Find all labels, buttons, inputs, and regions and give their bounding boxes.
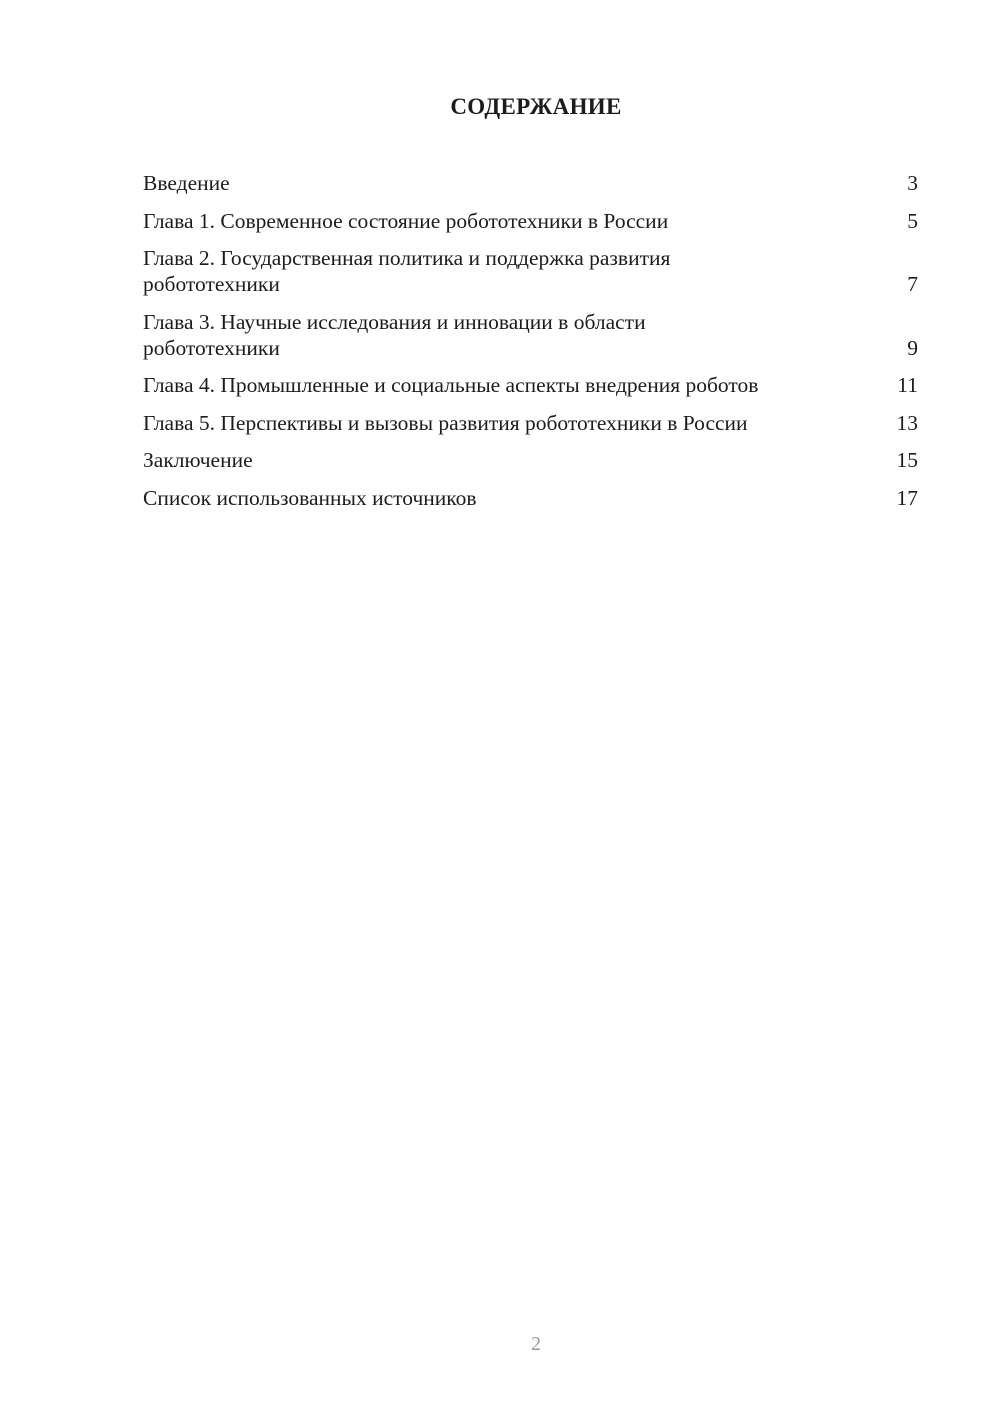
toc-entry-text: Глава 3. Научные исследования и инновации в области робототехники [143, 309, 646, 360]
toc-title: СОДЕРЖАНИЕ [450, 94, 622, 119]
toc-entry-page: 17 [896, 485, 918, 510]
toc-entry-text: Заключение [143, 448, 253, 472]
toc-entry-page: 11 [897, 373, 918, 397]
toc-entry-page: 13 [896, 410, 918, 435]
toc-entry-text: Глава 5. Перспективы и вызовы развития робототехники в России [143, 410, 748, 435]
toc-entry-text: Глава 2. Государственная политика и поддержка развития робототехники [143, 246, 671, 296]
page-number: 2 [531, 1333, 541, 1355]
toc-entry-chapter-3 [143, 309, 918, 361]
toc-entry-chapter-5 [143, 410, 918, 436]
toc-entry-text: Список использованных источников [143, 485, 477, 510]
table-of-contents [143, 170, 918, 522]
toc-entry-text: Введение [143, 171, 230, 195]
toc-entry-chapter-1 [143, 208, 918, 234]
toc-entry-chapter-2 [143, 245, 918, 297]
toc-entry-page: 3 [907, 171, 918, 195]
toc-entry-text: Глава 1. Современное состояние робототехники в России [143, 208, 669, 233]
toc-entry-page: 7 [907, 272, 918, 296]
toc-entry-page: 15 [896, 448, 918, 472]
toc-entry-page: 5 [907, 208, 918, 233]
toc-entry-chapter-4 [143, 372, 918, 398]
toc-entry-page: 9 [907, 335, 918, 360]
toc-entry-conclusion [143, 447, 918, 473]
toc-entry-text: Глава 4. Промышленные и социальные аспекты внедрения роботов [143, 373, 759, 397]
toc-entry-references [143, 485, 918, 511]
toc-entry-introduction [143, 170, 918, 196]
